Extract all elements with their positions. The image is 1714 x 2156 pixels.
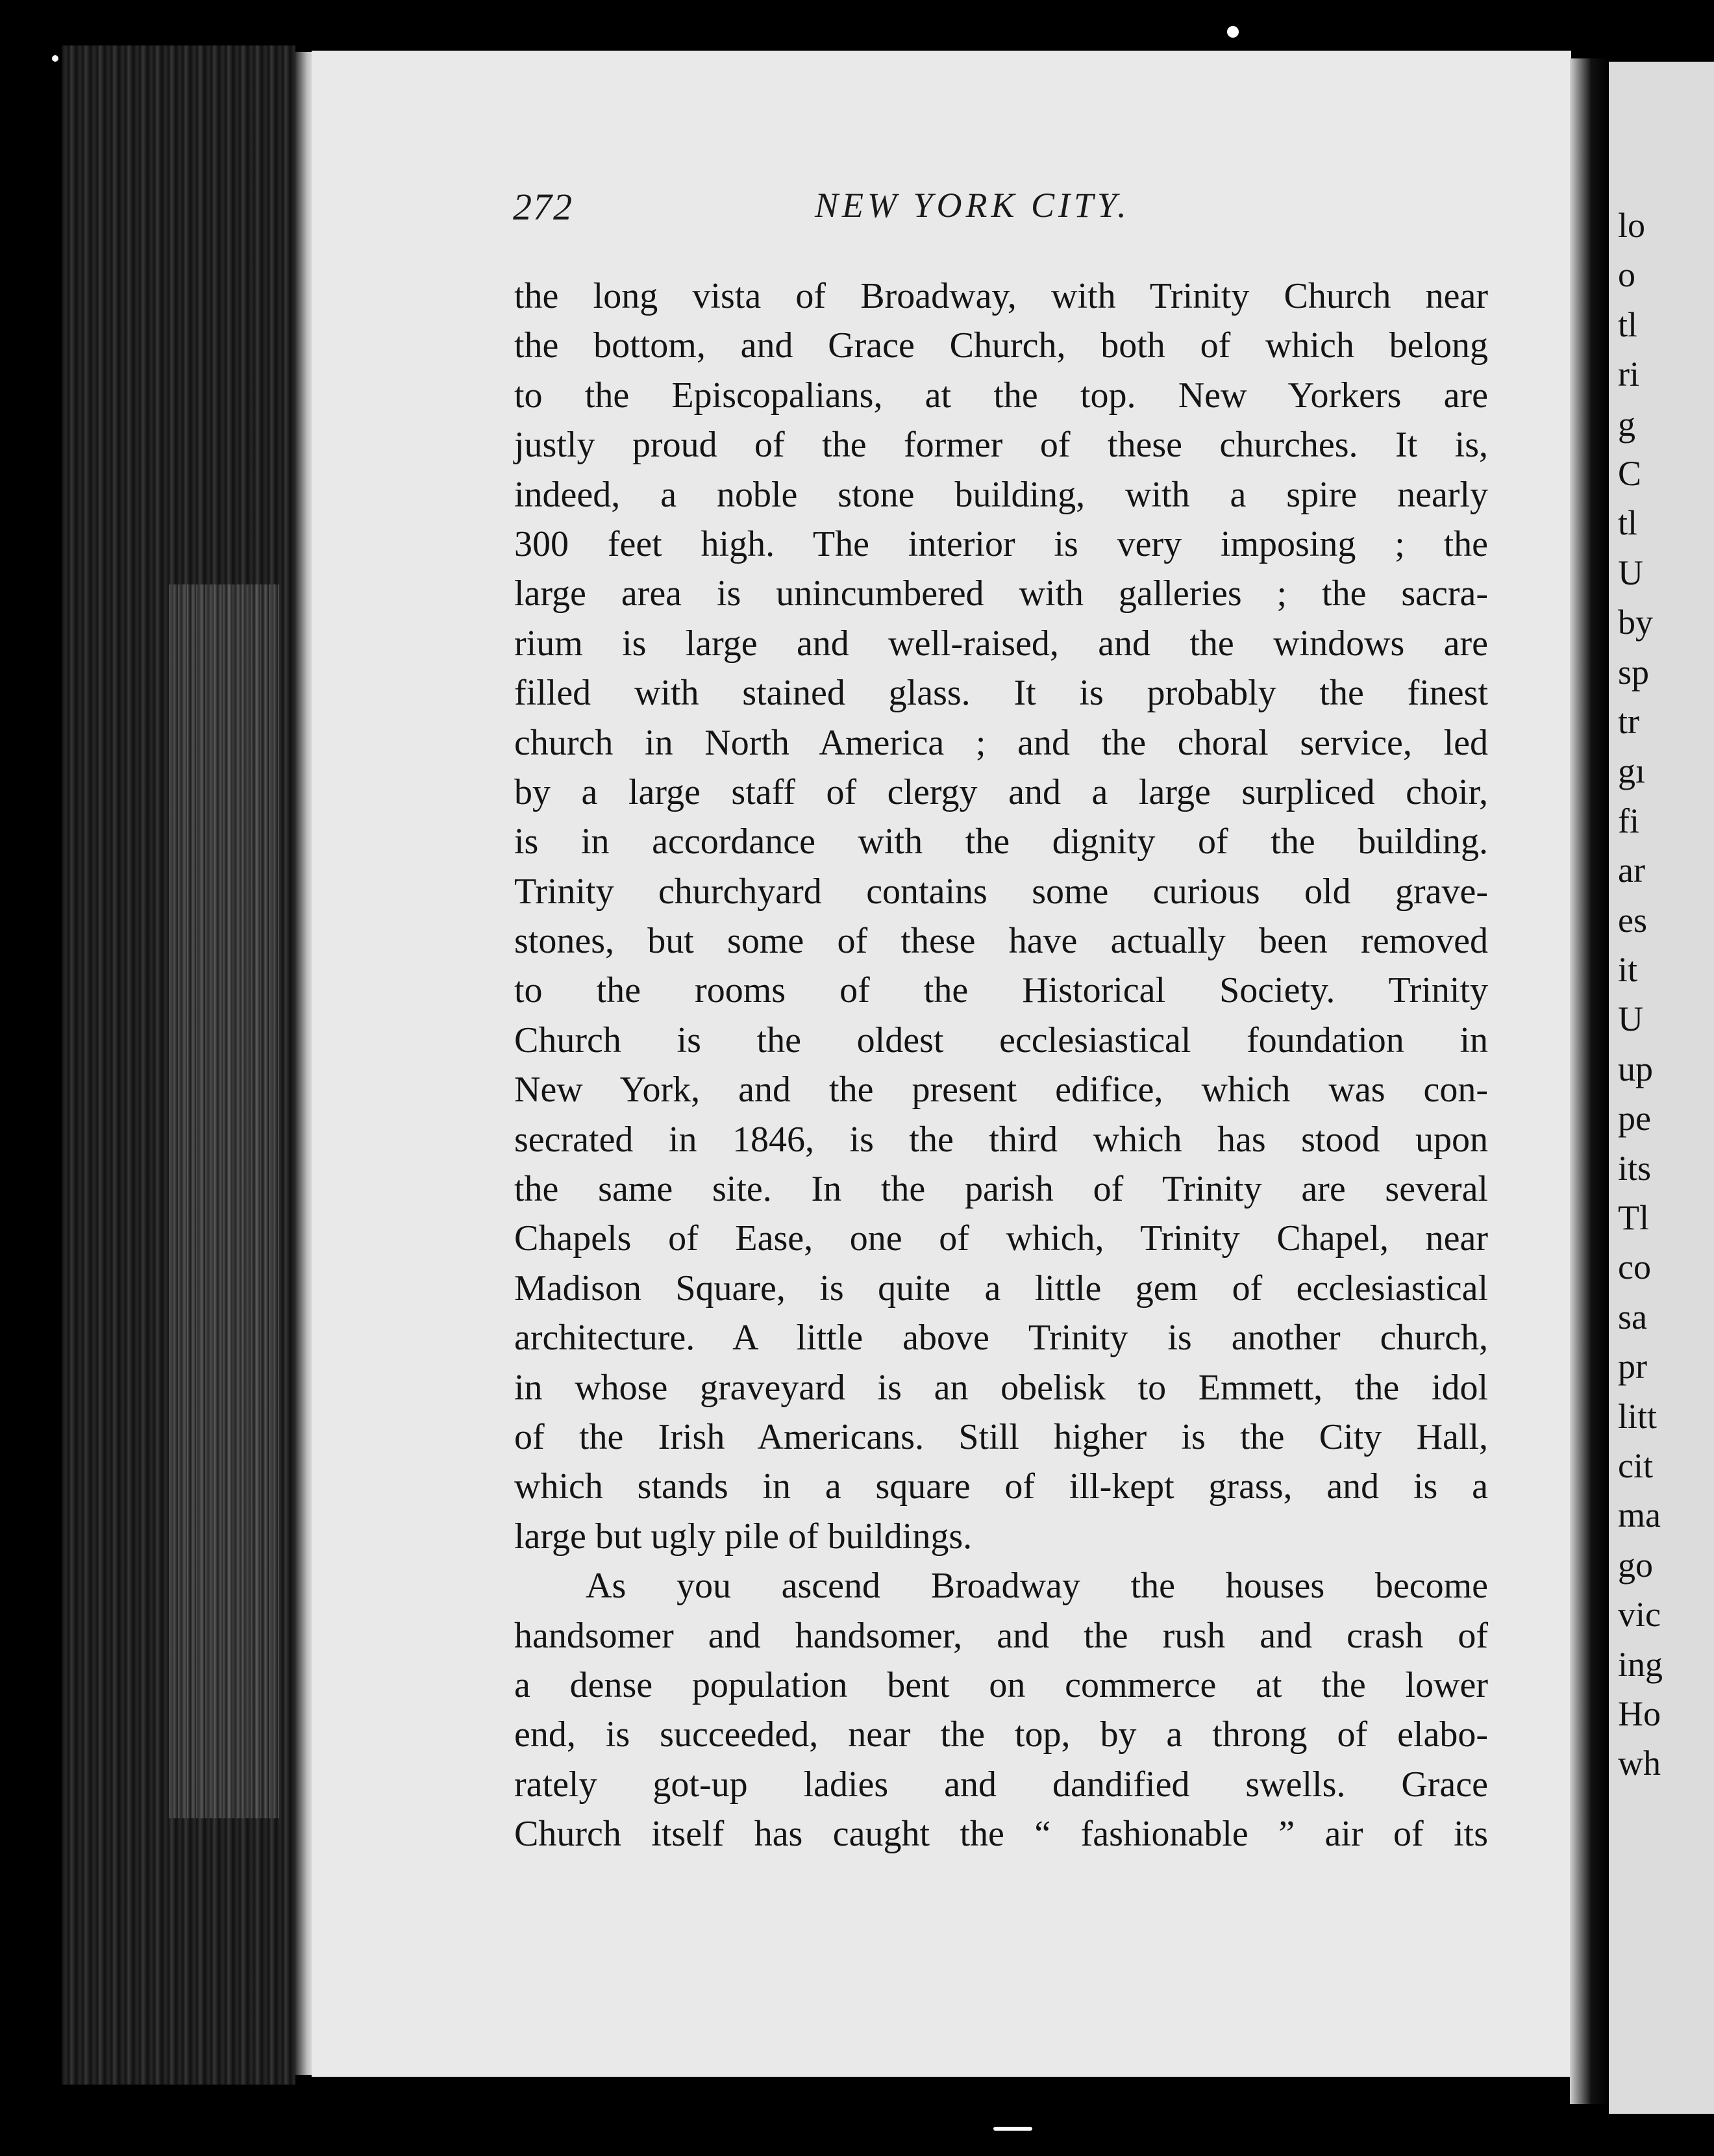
- running-title: NEW YORK CITY.: [815, 186, 1130, 225]
- text-line: of the Irish Americans. Still higher is the City Hall,: [514, 1416, 1488, 1457]
- facing-page-fragment: up: [1618, 1049, 1653, 1088]
- facing-page-fragment: ri: [1618, 355, 1639, 394]
- text-line: end, is succeeded, near the top, by a throng of elabo-: [514, 1714, 1488, 1755]
- facing-page-fragment: ma: [1618, 1496, 1661, 1535]
- text-line: New York, and the present edifice, which was con-: [514, 1070, 1488, 1110]
- gutter: [1570, 58, 1609, 2104]
- text-line: a dense population bent on commerce at the lower: [514, 1664, 1488, 1705]
- text-line: architecture. A little above Trinity is another church,: [514, 1318, 1488, 1359]
- facing-page-fragment: cit: [1618, 1446, 1653, 1485]
- facing-page-fragment: sp: [1618, 652, 1650, 692]
- text-line: justly proud of the former of these churches. It is,: [514, 425, 1488, 466]
- facing-page: [1609, 62, 1714, 2114]
- facing-page-fragment: by: [1618, 603, 1653, 642]
- facing-page-fragment: pe: [1618, 1099, 1651, 1138]
- facing-page-fragment: tl: [1618, 305, 1638, 344]
- facing-page-fragment: g: [1618, 404, 1635, 444]
- facing-page-fragment: co: [1618, 1247, 1651, 1287]
- text-line: by a large staff of clergy and a large surpliced choir,: [514, 771, 1488, 812]
- scan-speck: [52, 55, 58, 62]
- page-number: 272: [513, 186, 573, 228]
- facing-page-fragment: U: [1618, 553, 1643, 592]
- text-line: the same site. In the parish of Trinity are several: [514, 1169, 1488, 1210]
- scan-speck: [993, 2127, 1032, 2131]
- text-line: handsomer and handsomer, and the rush and crash of: [514, 1615, 1488, 1656]
- facing-page-fragment: pr: [1618, 1347, 1647, 1386]
- text-line: the long vista of Broadway, with Trinity Church near: [514, 276, 1488, 316]
- facing-page-fragment: go: [1618, 1545, 1653, 1585]
- body-text: [514, 271, 1488, 1859]
- facing-page-fragment: litt: [1618, 1396, 1658, 1436]
- text-line: Church itself has caught the “ fashionable ” air of its: [514, 1814, 1488, 1855]
- facing-page-fragment: Ho: [1618, 1694, 1661, 1733]
- facing-page-fragment: U: [1618, 999, 1643, 1039]
- spine-texture: [169, 584, 279, 1818]
- text-line: rately got-up ladies and dandified swells. Grace: [514, 1764, 1488, 1805]
- text-line: As you ascend Broadway the houses become: [586, 1566, 1488, 1607]
- text-line: Church is the oldest ecclesiastical foundation in: [514, 1020, 1488, 1060]
- scan-speck: [1227, 26, 1239, 38]
- text-line: large area is unincumbered with galleries ; the sacra-: [514, 573, 1488, 614]
- text-line: large but ugly pile of buildings.: [514, 1516, 973, 1557]
- facing-page-fragment: its: [1618, 1148, 1652, 1188]
- text-line: secrated in 1846, is the third which has stood upon: [514, 1119, 1488, 1160]
- facing-page-fragment: gı: [1618, 751, 1646, 791]
- facing-page-fragment: wh: [1618, 1744, 1661, 1783]
- text-line: Trinity churchyard contains some curious old grave-: [514, 871, 1488, 912]
- text-line: 300 feet high. The interior is very imposing ; the: [514, 523, 1488, 564]
- facing-page-fragment: vic: [1618, 1595, 1661, 1635]
- text-line: in whose graveyard is an obelisk to Emmett, the idol: [514, 1367, 1488, 1408]
- text-line: Madison Square, is quite a little gem of ecclesiastical: [514, 1268, 1488, 1309]
- facing-page-fragment: ing: [1618, 1644, 1663, 1684]
- text-line: is in accordance with the dignity of the building.: [514, 821, 1488, 862]
- text-line: filled with stained glass. It is probably the finest: [514, 673, 1488, 714]
- facing-page-fragment: tr: [1618, 702, 1639, 741]
- text-line: Chapels of Ease, one of which, Trinity Chapel, near: [514, 1218, 1488, 1259]
- facing-page-fragment: lo: [1618, 206, 1646, 245]
- facing-page-fragment: ar: [1618, 851, 1645, 890]
- text-line: to the Episcopalians, at the top. New Yorkers are: [514, 375, 1488, 416]
- facing-page-fragment: C: [1618, 454, 1642, 493]
- text-line: indeed, a noble stone building, with a spire nearly: [514, 474, 1488, 515]
- text-line: which stands in a square of ill-kept grass, and is a: [514, 1466, 1488, 1507]
- text-line: church in North America ; and the choral service, led: [514, 722, 1488, 763]
- text-line: rium is large and well-raised, and the windows are: [514, 623, 1488, 664]
- text-line: the bottom, and Grace Church, both of which belong: [514, 325, 1488, 366]
- facing-page-fragment: it: [1618, 950, 1638, 989]
- facing-page-fragment: fi: [1618, 801, 1639, 840]
- facing-page-fragment: sa: [1618, 1297, 1647, 1336]
- running-head: [513, 185, 1552, 231]
- text-line: stones, but some of these have actually been removed: [514, 921, 1488, 962]
- facing-page-fragment: es: [1618, 900, 1647, 940]
- text-line: to the rooms of the Historical Society. Trinity: [514, 970, 1488, 1011]
- facing-page-fragment: Tl: [1618, 1198, 1649, 1237]
- facing-page-fragment: tl: [1618, 503, 1638, 543]
- facing-page-fragment: o: [1618, 255, 1635, 295]
